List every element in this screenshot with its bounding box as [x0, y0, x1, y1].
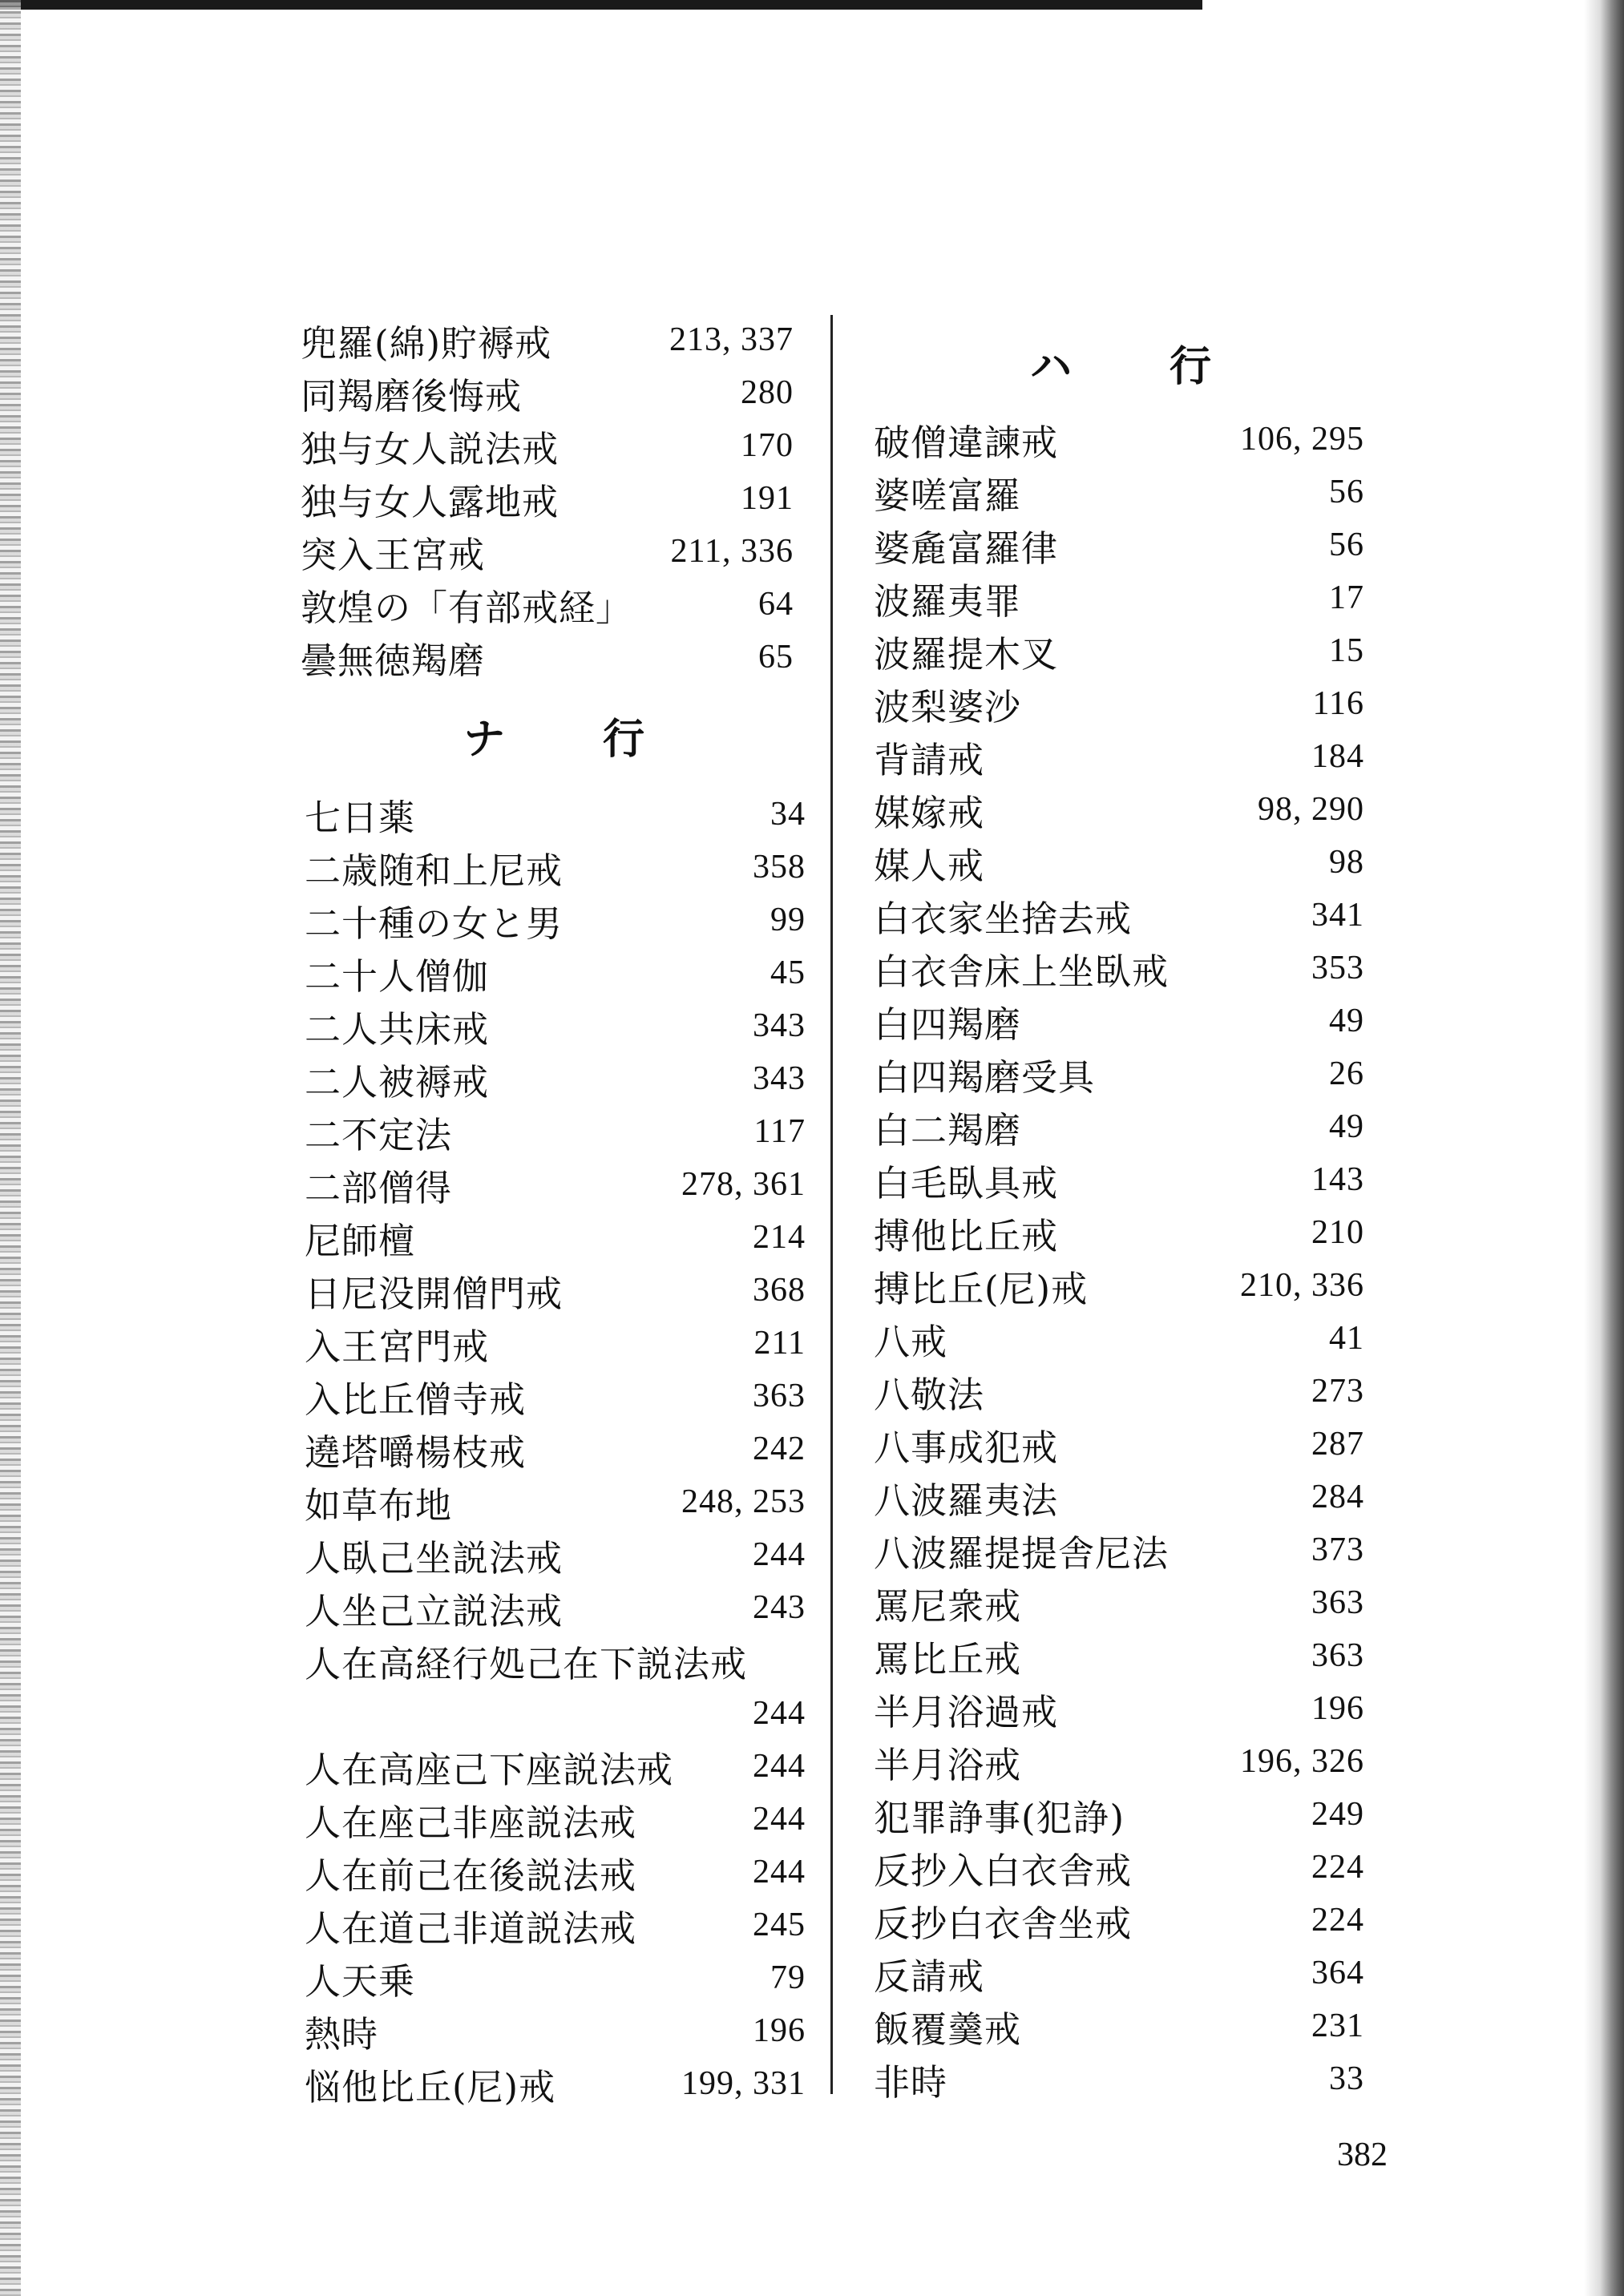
index-term: 遶塔嚼楊枝戒 — [305, 1430, 527, 1474]
index-term: 入王宮門戒 — [305, 1325, 490, 1368]
right-column-entries — [874, 413, 1364, 2105]
index-entry — [874, 1894, 1364, 1947]
page-references: 213, 337 — [669, 321, 794, 358]
index-entry — [305, 946, 806, 999]
page-references: 249 — [1311, 1796, 1364, 1833]
page-references: 45 — [770, 954, 806, 991]
page-references: 363 — [1311, 1637, 1364, 1674]
page-references: 41 — [1329, 1320, 1364, 1357]
index-term: 婆麁富羅律 — [874, 527, 1059, 570]
index-entry — [874, 1523, 1364, 1576]
index-entry — [305, 788, 806, 841]
page-references: 341 — [1311, 897, 1364, 934]
index-entry — [874, 1788, 1364, 1841]
index-term: 白毛臥具戒 — [874, 1161, 1059, 1204]
index-entry — [305, 2004, 806, 2057]
index-entry — [874, 519, 1364, 571]
index-entry — [305, 1370, 806, 1422]
index-entry — [301, 578, 794, 631]
index-entry — [874, 889, 1364, 942]
index-entry — [874, 783, 1364, 836]
page-references: 244 — [753, 1748, 806, 1785]
heading-gyo: 行 — [1170, 342, 1214, 391]
index-entry — [301, 631, 794, 684]
index-term: 罵比丘戒 — [874, 1637, 1022, 1681]
index-term: 白二羯磨 — [874, 1108, 1022, 1152]
section-heading-na-gyo — [463, 705, 646, 765]
page-references: 231 — [1311, 2007, 1364, 2044]
page-references: 210, 336 — [1240, 1267, 1364, 1304]
index-term: 反抄白衣舎坐戒 — [874, 1902, 1133, 1945]
index-term: 飯覆羹戒 — [874, 2007, 1022, 2051]
page-references: 211 — [753, 1325, 806, 1362]
page-references: 26 — [1329, 1055, 1364, 1092]
index-term: 敦煌の「有部戒経」 — [301, 586, 633, 629]
left-column-entries-bottom — [305, 788, 806, 2110]
page-references: 196, 326 — [1240, 1743, 1364, 1780]
page-references: 242 — [753, 1430, 806, 1467]
page-references: 364 — [1311, 1955, 1364, 1991]
index-term: 白四羯磨 — [874, 1003, 1022, 1046]
index-entry — [874, 2052, 1364, 2105]
index-entry — [874, 571, 1364, 624]
page-references: 56 — [1329, 474, 1364, 510]
page-references: 211, 336 — [670, 533, 794, 570]
index-entry — [874, 1471, 1364, 1523]
index-entry — [305, 999, 806, 1052]
index-term: 八敬法 — [874, 1373, 985, 1416]
index-term: 如草布地 — [305, 1483, 453, 1527]
page-references: 65 — [758, 639, 794, 676]
scan-left-edge — [0, 0, 21, 2296]
index-term: 二十種の女と男 — [305, 902, 564, 945]
scan-top-edge — [0, 0, 1202, 10]
index-entry — [305, 1105, 806, 1158]
page-references: 196 — [1311, 1690, 1364, 1727]
index-entry — [874, 1947, 1364, 1999]
page-references: 244 — [753, 1536, 806, 1573]
index-term: 八波羅夷法 — [874, 1479, 1059, 1522]
index-entry — [305, 1052, 806, 1105]
page-references: 34 — [770, 796, 806, 833]
page-references: 373 — [1311, 1531, 1364, 1568]
index-term: 波羅提木叉 — [874, 632, 1059, 676]
index-entry — [301, 525, 794, 578]
page-references: 106, 295 — [1240, 421, 1364, 458]
page-references: 363 — [1311, 1584, 1364, 1621]
page-references: 64 — [758, 586, 794, 623]
index-entry — [305, 894, 806, 946]
page-references: 273 — [1311, 1373, 1364, 1410]
page-references: 191 — [741, 480, 794, 517]
index-term: 背請戒 — [874, 738, 985, 781]
column-divider — [830, 315, 833, 2094]
index-term: 二十人僧伽 — [305, 954, 490, 998]
index-entry — [301, 366, 794, 419]
page-references: 368 — [753, 1272, 806, 1309]
page-references: 184 — [1311, 738, 1364, 775]
page-references: 244 — [753, 1801, 806, 1838]
index-term: 半月浴過戒 — [874, 1690, 1059, 1733]
index-entry — [305, 1264, 806, 1317]
index-term: 犯罪諍事(犯諍) — [874, 1796, 1125, 1839]
index-entry — [874, 677, 1364, 730]
index-term: 媒人戒 — [874, 844, 985, 887]
index-term: 二人被褥戒 — [305, 1060, 490, 1104]
index-entry — [874, 624, 1364, 677]
index-entry — [305, 1951, 806, 2004]
page-references: 287 — [1311, 1426, 1364, 1463]
page-references: 358 — [753, 849, 806, 886]
index-term: 兜羅(綿)貯褥戒 — [301, 321, 552, 365]
index-term: 入比丘僧寺戒 — [305, 1378, 527, 1421]
index-entry — [874, 1259, 1364, 1312]
index-term: 七日薬 — [305, 796, 416, 839]
index-entry — [305, 1528, 806, 1581]
page-references: 343 — [753, 1060, 806, 1097]
index-term: 人在前己在後説法戒 — [305, 1854, 637, 1897]
index-term: 人在道己非道説法戒 — [305, 1907, 637, 1950]
index-entry — [874, 836, 1364, 889]
page-references: 199, 331 — [681, 2065, 806, 2102]
index-entry — [305, 1687, 806, 1740]
page-references: 284 — [1311, 1479, 1364, 1515]
index-entry — [305, 1899, 806, 1951]
page-references: 224 — [1311, 1902, 1364, 1939]
page-references: 196 — [753, 2012, 806, 2049]
index-term: 熱時 — [305, 2012, 379, 2056]
index-term: 曇無徳羯磨 — [301, 639, 486, 682]
heading-gyo: 行 — [603, 715, 647, 764]
index-entry — [874, 1999, 1364, 2052]
index-term: 搏他比丘戒 — [874, 1214, 1059, 1257]
index-term: 独与女人説法戒 — [301, 427, 560, 470]
index-term: 人臥己坐説法戒 — [305, 1536, 564, 1580]
page-references: 79 — [770, 1959, 806, 1996]
index-entry — [874, 1629, 1364, 1682]
index-term: 婆嗟富羅 — [874, 474, 1022, 517]
page-references: 210 — [1311, 1214, 1364, 1251]
page-references: 280 — [741, 374, 794, 411]
page-references: 248, 253 — [681, 1483, 806, 1520]
index-entry — [301, 472, 794, 525]
index-entry — [305, 1846, 806, 1899]
index-term: 人在高経行処己在下説法戒 — [305, 1642, 748, 1685]
left-column-entries-top — [301, 313, 794, 684]
index-term: 破僧違諫戒 — [874, 421, 1059, 464]
page-references: 116 — [1312, 685, 1364, 722]
page-references: 15 — [1329, 632, 1364, 669]
index-entry — [874, 1418, 1364, 1471]
page-references: 98, 290 — [1258, 791, 1364, 828]
index-entry — [305, 1475, 806, 1528]
index-term: 八戒 — [874, 1320, 948, 1363]
index-term: 反抄入白衣舎戒 — [874, 1849, 1133, 1892]
index-term: 独与女人露地戒 — [301, 480, 560, 523]
index-term: 波羅夷罪 — [874, 579, 1022, 623]
index-term: 白衣舎床上坐臥戒 — [874, 950, 1170, 993]
index-entry — [874, 1682, 1364, 1735]
index-term: 反請戒 — [874, 1955, 985, 1998]
index-term: 人在高座己下座説法戒 — [305, 1748, 674, 1791]
index-term: 八事成犯戒 — [874, 1426, 1059, 1469]
page-references: 99 — [770, 902, 806, 938]
index-entry — [874, 1206, 1364, 1259]
page-references: 244 — [753, 1695, 806, 1732]
index-entry — [305, 1581, 806, 1634]
index-entry — [874, 730, 1364, 783]
page-references: 49 — [1329, 1003, 1364, 1039]
index-entry — [874, 413, 1364, 466]
index-entry — [874, 1153, 1364, 1206]
index-entry — [874, 1841, 1364, 1894]
index-term: 白衣家坐捨去戒 — [874, 897, 1133, 940]
index-term: 非時 — [874, 2060, 948, 2104]
index-entry — [305, 1317, 806, 1370]
index-entry — [305, 1740, 806, 1793]
index-term: 二不定法 — [305, 1113, 453, 1156]
index-entry — [874, 1576, 1364, 1629]
index-term: 半月浴戒 — [874, 1743, 1022, 1786]
index-entry — [874, 1735, 1364, 1788]
index-entry — [305, 1422, 806, 1475]
index-term: 人在座己非座説法戒 — [305, 1801, 637, 1844]
index-entry — [874, 1365, 1364, 1418]
index-term: 突入王宮戒 — [301, 533, 486, 576]
page-references: 353 — [1311, 950, 1364, 987]
index-entry — [305, 1211, 806, 1264]
index-term: 白四羯磨受具 — [874, 1055, 1096, 1099]
page-references: 214 — [753, 1219, 806, 1256]
index-entry — [305, 841, 806, 894]
page-references: 363 — [753, 1378, 806, 1414]
page-references: 245 — [753, 1907, 806, 1943]
index-term: 二歳随和上尼戒 — [305, 849, 564, 892]
index-entry — [874, 942, 1364, 995]
index-entry — [301, 313, 794, 366]
section-heading-ha-gyo — [1030, 333, 1213, 393]
index-entry — [305, 2057, 806, 2110]
heading-kana: ナ — [463, 715, 507, 764]
page-references: 56 — [1329, 527, 1364, 563]
index-entry — [874, 1047, 1364, 1100]
index-entry — [874, 1100, 1364, 1153]
index-entry — [874, 995, 1364, 1047]
page-references: 170 — [741, 427, 794, 464]
index-term: 媒嫁戒 — [874, 791, 985, 834]
page-number: 382 — [1337, 2137, 1388, 2173]
index-term: 同羯磨後悔戒 — [301, 374, 523, 418]
index-term: 二部僧得 — [305, 1166, 453, 1209]
page-references: 49 — [1329, 1108, 1364, 1145]
page-references: 278, 361 — [681, 1166, 806, 1203]
page-references: 343 — [753, 1007, 806, 1044]
index-term: 搏比丘(尼)戒 — [874, 1267, 1089, 1310]
page-references: 244 — [753, 1854, 806, 1890]
page-references: 143 — [1311, 1161, 1364, 1198]
page-curl-right-edge — [1584, 0, 1624, 2296]
index-entry — [305, 1634, 806, 1687]
index-entry — [301, 419, 794, 472]
index-term: 波梨婆沙 — [874, 685, 1022, 728]
page-references: 98 — [1329, 844, 1364, 881]
page-references: 117 — [753, 1113, 806, 1150]
index-term: 悩他比丘(尼)戒 — [305, 2065, 556, 2108]
index-term: 二人共床戒 — [305, 1007, 490, 1051]
index-entry — [305, 1793, 806, 1846]
index-term: 人坐己立説法戒 — [305, 1589, 564, 1632]
index-entry — [874, 466, 1364, 519]
index-term: 日尼没開僧門戒 — [305, 1272, 564, 1315]
index-entry — [305, 1158, 806, 1211]
index-term: 罵尼衆戒 — [874, 1584, 1022, 1628]
page-references: 33 — [1329, 2060, 1364, 2097]
heading-kana: ハ — [1030, 342, 1074, 391]
page-references: 243 — [753, 1589, 806, 1626]
index-term: 尼師檀 — [305, 1219, 416, 1262]
index-term: 人天乗 — [305, 1959, 416, 2003]
index-entry — [874, 1312, 1364, 1365]
page-references: 17 — [1329, 579, 1364, 616]
index-term: 八波羅提提舎尼法 — [874, 1531, 1170, 1575]
page-references: 224 — [1311, 1849, 1364, 1886]
